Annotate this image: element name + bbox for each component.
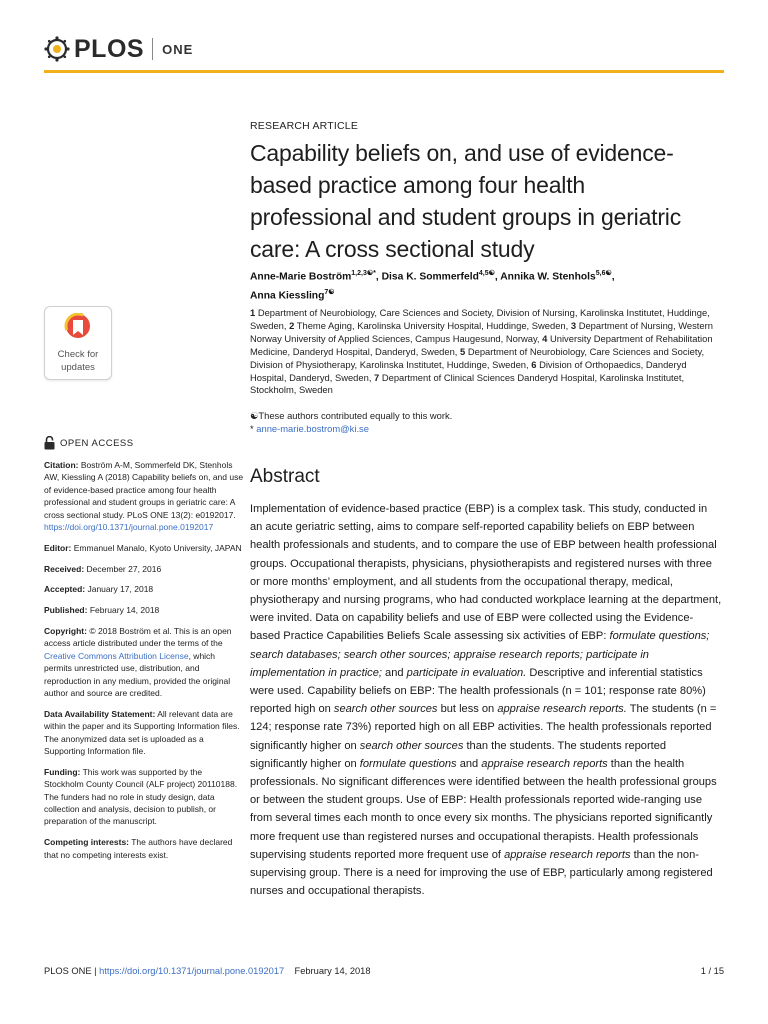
affiliations	[250, 307, 720, 397]
published-label: Published:	[44, 605, 88, 616]
corresponding-email-link[interactable]: anne-marie.bostrom@ki.se	[256, 423, 369, 434]
accepted-block	[44, 583, 244, 595]
license-link[interactable]: Creative Commons Attribution License	[44, 650, 189, 661]
citation-text: Boström A-M, Sommerfeld DK, Stenhols AW, Kiessling A (2018) Capability beliefs on, and use of evidence-based practice among four health professional and student groups in geriatric care: A cross sectional study. PLoS ONE 13(2): e0192017.	[44, 460, 244, 520]
affiliation-text: Department of Clinical Sciences Danderyd Hospital, Karolinska Institutet, Stockholm, Sweden	[250, 371, 685, 396]
logo-divider	[152, 38, 153, 60]
open-access-text: OPEN ACCESS	[60, 437, 134, 449]
abstract-italic-text: participate in evaluation.	[406, 666, 527, 679]
abstract-text: and	[456, 757, 482, 770]
author-name: Anne-Marie Boström	[250, 271, 352, 283]
footer-date: February 14, 2018	[294, 966, 371, 976]
equal-contribution-icon: ☯	[250, 410, 259, 421]
page-number: 1 / 15	[700, 966, 724, 976]
page-footer	[44, 966, 724, 976]
brand-name: PLOS	[74, 34, 145, 63]
accepted-label: Accepted:	[44, 584, 86, 595]
funding-text: This work was supported by the Stockholm County Council (ALF project) 20110188. The funders had no role in study design, data collection and analysis, decision to publish, or preparation of the manuscript.	[44, 766, 238, 827]
affiliation-text: Division of Orthopaedics, Danderyd Hospital, Danderyd, Sweden,	[250, 358, 687, 383]
abstract-text: and	[381, 666, 407, 679]
corresponding-marker: *	[250, 423, 254, 434]
abstract-body	[250, 500, 722, 900]
affiliation-number: 3	[570, 319, 577, 331]
affiliation-number: 1	[250, 307, 256, 318]
received-block	[44, 563, 244, 575]
author-list: Anne-Marie Boström$^{1,2,3☯*}$, Disa K. Sommerfeld$^{4,5☯}$, Annika W. Stenhols$^{5,6☯}$, Anna Kiessling$^{7☯}$	[250, 270, 615, 302]
author-affiliation-marks: 1,2,3☯*	[351, 270, 376, 277]
journal-name: ONE	[162, 41, 194, 57]
editor-block	[44, 542, 244, 554]
plos-logo-icon	[44, 36, 70, 62]
abstract-text: but less on	[437, 703, 498, 716]
copyright-block	[44, 625, 244, 699]
data-availability-label: Data Availability Statement:	[44, 708, 156, 719]
corresponding-author	[250, 423, 369, 434]
affiliation-number: 5	[460, 345, 466, 357]
abstract-italic-text: formulate questions; search databases; search other sources; appraise research reports; participate in implementation in practice;	[250, 630, 710, 679]
abstract-italic-text: formulate questions	[359, 757, 457, 770]
abstract-heading: Abstract	[250, 466, 320, 487]
abstract-italic-text: appraise research reports	[504, 848, 631, 861]
funding-block	[44, 766, 244, 828]
received-label: Received:	[44, 563, 85, 574]
abstract-italic-text: search other sources	[333, 703, 438, 716]
author-name: Annika W. Stenhols	[500, 271, 596, 283]
data-availability-text: All relevant data are within the paper and its Supporting Information files. The anonymized data set is uploaded as a Supporting Information file.	[44, 708, 240, 757]
author-name: Disa K. Sommerfeld	[381, 271, 479, 283]
equal-contribution-note	[250, 410, 452, 422]
abstract-text: Descriptive and inferential statistics were used. Capability beliefs on EBP: The health professionals (n = 101; response rate 80%) reported high on	[250, 666, 706, 716]
affiliation-text: Theme Aging, Karolinska University Hospital, Huddinge, Sweden,	[296, 319, 569, 331]
open-access-label	[44, 436, 134, 450]
abstract-italic-text: appraise research reports.	[497, 703, 627, 716]
copyright-label: Copyright:	[44, 626, 87, 637]
abstract-text: than the non-supervising group. There is a need for improving the use of EBP, particularly among registered nurses and occupational therapists.	[250, 848, 713, 898]
citation-block	[44, 459, 244, 533]
affiliation-text: Department of Nursing, Western Norway University of Applied Sciences, Campus Haugesund, Norway,	[250, 319, 713, 344]
abstract-italic-text: appraise research reports	[481, 757, 608, 770]
affiliation-text: University Department of Rehabilitation Medicine, Danderyd Hospital, Danderyd, Sweden,	[250, 332, 713, 357]
header-rule	[44, 70, 724, 73]
copyright-text: © 2018 Boström et al. This is an open access article distributed under the terms of the	[44, 626, 232, 649]
affiliation-number: 2	[289, 319, 295, 331]
editor-text: Emmanuel Manalo, Kyoto University, JAPAN	[73, 542, 242, 553]
published-date: February 14, 2018	[89, 605, 160, 616]
check-for-updates-badge[interactable]	[44, 306, 112, 380]
accepted-date: January 17, 2018	[87, 584, 154, 595]
competing-interests-label: Competing interests:	[44, 837, 130, 848]
abstract-text: than the students. The students reported significantly higher on	[250, 739, 667, 770]
article-type: RESEARCH ARTICLE	[250, 120, 359, 132]
article-metadata-sidebar	[44, 459, 244, 869]
equal-contribution-text: These authors contributed equally to this work.	[258, 410, 453, 421]
open-lock-icon	[44, 436, 55, 450]
abstract-italic-text: search other sources	[359, 739, 464, 752]
affiliation-number: 4	[542, 332, 548, 344]
affiliation-text: Department of Neurobiology, Care Sciences and Society, Division of Nursing, Karolinska Institutet, Huddinge, Sweden,	[250, 307, 710, 331]
abstract-text: than the health professionals. No significant differences were identified between the health professional groups or between the student groups. Use of EBP: Health professionals reported wide-ranging use from several times each month to once every six months. The physicians reported significantly more frequent use than registered nurses and occupational therapists. Health professionals supervising students reported more frequent use of	[250, 757, 717, 861]
funding-label: Funding:	[44, 766, 81, 777]
check-for-label: Check for	[57, 349, 99, 360]
author-affiliation-marks: 4,5☯	[478, 270, 495, 277]
updates-label: updates	[61, 361, 95, 373]
copyright-text-continued: , which permits unrestricted use, distribution, and reproduction in any medium, provided the original author and source are credited.	[44, 650, 231, 699]
author-affiliation-marks: 5,6☯	[595, 270, 612, 277]
citation-doi-link[interactable]: https://doi.org/10.1371/journal.pone.0192017	[44, 522, 214, 533]
citation-label: Citation:	[44, 460, 79, 470]
bookmark-ribbon-icon	[64, 313, 92, 343]
affiliation-text: Department of Neurobiology, Care Sciences and Society, Division of Physiotherapy, Karolinska Institutet, Huddinge, Sweden,	[250, 345, 705, 370]
competing-interests-text: The authors have declared that no competing interests exist.	[44, 837, 233, 860]
abstract-text: Implementation of evidence-based practice (EBP) is a complex task. This study, conducted in an acute geriatric setting, aims to compare self-reported capability beliefs on EBP between health professionals and students, and to compare the use of EBP between health professional groups. Occupational therapists, physicians, physiotherapists and registered nurses with three or more months’ employment, and all students from the occupational therapy, medical, physiotherapy and nursing programs, who had conducted workplace learning at the department, were invited. Data on capability beliefs and use of EBP were collected using the Evidence-based Practice Capabilities Beliefs Scale assessing six activities of EBP:	[250, 503, 722, 643]
received-date: December 27, 2016	[86, 563, 162, 574]
competing-interests-block	[44, 836, 244, 861]
author-affiliation-marks: 7☯	[324, 289, 335, 297]
footer-journal: PLOS ONE |	[44, 966, 97, 976]
affiliation-number: 7	[374, 371, 380, 383]
data-availability-block	[44, 708, 244, 758]
affiliation-number: 6	[531, 358, 537, 370]
author-name: Anna Kiessling	[250, 290, 325, 302]
footer-doi-link[interactable]: https://doi.org/10.1371/journal.pone.0192017	[99, 966, 285, 976]
published-block	[44, 604, 244, 616]
abstract-text: The students (n = 124; response rate 73%) reported high on all EBP activities. The health professionals reported significantly higher on	[250, 703, 717, 752]
article-title: Capability beliefs on, and use of evidence-based practice among four health professional and student groups in geriatric care: A cross sectional study	[250, 140, 682, 262]
editor-label: Editor:	[44, 542, 72, 553]
plos-one-logo[interactable]	[44, 34, 193, 64]
